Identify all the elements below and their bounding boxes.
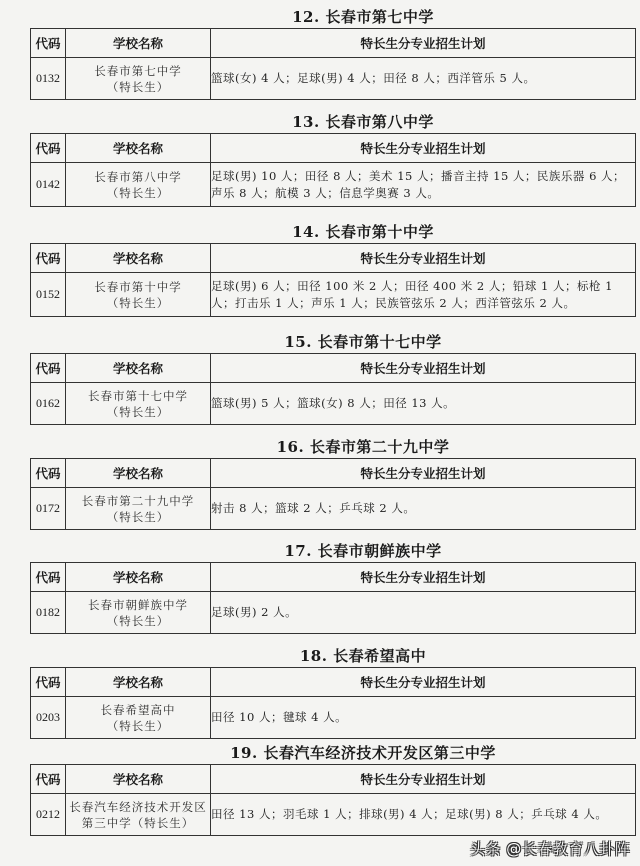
header-code: 代码	[31, 244, 66, 273]
enrollment-plan: 田径 10 人；毽球 4 人。	[211, 697, 636, 739]
section-title: 15. 长春市第十七中学	[284, 333, 442, 351]
school-name-line1: 长春市第十中学	[94, 279, 182, 294]
table-row	[31, 163, 636, 207]
table-header-row	[31, 29, 636, 58]
header-school-name: 学校名称	[66, 668, 211, 697]
school-name-line1: 长春市第十七中学	[88, 388, 188, 403]
school-section	[30, 436, 636, 530]
school-name-line2: 第三中学（特长生）	[81, 815, 195, 830]
enrollment-plan: 足球(男) 2 人。	[211, 592, 636, 634]
table-row	[31, 592, 636, 634]
plan-table	[30, 133, 636, 207]
header-code: 代码	[31, 563, 66, 592]
school-name-line2: （特长生）	[106, 295, 170, 310]
plan-table	[30, 28, 636, 100]
school-section	[30, 645, 636, 739]
school-name-line1: 长春汽车经济技术开发区	[69, 799, 207, 814]
school-name-line1: 长春市第七中学	[94, 63, 182, 78]
enrollment-plan: 篮球(男) 5 人；篮球(女) 8 人；田径 13 人。	[211, 383, 636, 425]
header-plan: 特长生分专业招生计划	[211, 354, 636, 383]
section-title: 19. 长春汽车经济技术开发区第三中学	[230, 744, 496, 762]
plan-table	[30, 667, 636, 739]
table-header-row	[31, 563, 636, 592]
school-code: 0182	[31, 592, 66, 634]
section-title: 12. 长春市第七中学	[292, 8, 434, 26]
header-plan: 特长生分专业招生计划	[211, 563, 636, 592]
school-name	[66, 58, 211, 100]
header-code: 代码	[31, 134, 66, 163]
school-name-line2: （特长生）	[106, 509, 170, 524]
header-code: 代码	[31, 29, 66, 58]
table-row	[31, 273, 636, 317]
school-name-line1: 长春市第二十九中学	[81, 493, 195, 508]
table-header-row	[31, 668, 636, 697]
school-name-line1: 长春希望高中	[100, 702, 176, 717]
watermark: 头条 @长春教育八卦阵	[470, 840, 631, 858]
table-header-row	[31, 765, 636, 794]
header-code: 代码	[31, 765, 66, 794]
school-code: 0203	[31, 697, 66, 739]
enrollment-plan: 篮球(女) 4 人；足球(男) 4 人；田径 8 人；西洋管乐 5 人。	[211, 58, 636, 100]
school-name	[66, 697, 211, 739]
school-code: 0152	[31, 273, 66, 317]
school-code: 0212	[31, 794, 66, 836]
plan-table	[30, 353, 636, 425]
school-name-line2: （特长生）	[106, 613, 170, 628]
header-plan: 特长生分专业招生计划	[211, 29, 636, 58]
plan-table	[30, 458, 636, 530]
table-row	[31, 794, 636, 836]
header-school-name: 学校名称	[66, 563, 211, 592]
table-row	[31, 697, 636, 739]
school-name-line1: 长春市朝鲜族中学	[88, 597, 188, 612]
school-name	[66, 488, 211, 530]
header-code: 代码	[31, 459, 66, 488]
header-plan: 特长生分专业招生计划	[211, 668, 636, 697]
header-plan: 特长生分专业招生计划	[211, 459, 636, 488]
table-header-row	[31, 134, 636, 163]
school-name	[66, 163, 211, 207]
section-title: 16. 长春市第二十九中学	[276, 438, 450, 456]
school-code: 0162	[31, 383, 66, 425]
header-plan: 特长生分专业招生计划	[211, 244, 636, 273]
school-code: 0142	[31, 163, 66, 207]
enrollment-plan: 田径 13 人；羽毛球 1 人；排球(男) 4 人；足球(男) 8 人；乒乓球 4 人。	[211, 794, 636, 836]
header-school-name: 学校名称	[66, 29, 211, 58]
header-school-name: 学校名称	[66, 244, 211, 273]
school-code: 0172	[31, 488, 66, 530]
table-row	[31, 58, 636, 100]
section-title: 13. 长春市第八中学	[292, 113, 434, 131]
school-name-line1: 长春市第八中学	[94, 169, 182, 184]
school-name	[66, 273, 211, 317]
header-code: 代码	[31, 354, 66, 383]
school-name	[66, 592, 211, 634]
school-section	[30, 742, 636, 836]
header-plan: 特长生分专业招生计划	[211, 765, 636, 794]
school-name-line2: （特长生）	[106, 185, 170, 200]
enrollment-plan: 射击 8 人；篮球 2 人；乒乓球 2 人。	[211, 488, 636, 530]
enrollment-plan: 足球(男) 10 人；田径 8 人；美术 15 人；播音主持 15 人；民族乐器 6 人；声乐 8 人；航模 3 人；信息学奥赛 3 人。	[211, 163, 636, 207]
table-header-row	[31, 459, 636, 488]
header-school-name: 学校名称	[66, 765, 211, 794]
school-name-line2: （特长生）	[106, 79, 170, 94]
header-code: 代码	[31, 668, 66, 697]
plan-table	[30, 764, 636, 836]
header-plan: 特长生分专业招生计划	[211, 134, 636, 163]
school-name	[66, 794, 211, 836]
header-school-name: 学校名称	[66, 134, 211, 163]
school-section	[30, 221, 636, 317]
school-name-line2: （特长生）	[106, 404, 170, 419]
enrollment-plan: 足球(男) 6 人；田径 100 米 2 人；田径 400 米 2 人；铅球 1 人；标枪 1 人；打击乐 1 人；声乐 1 人；民族管弦乐 2 人；西洋管弦乐 2 人。	[211, 273, 636, 317]
table-row	[31, 488, 636, 530]
header-school-name: 学校名称	[66, 354, 211, 383]
school-section	[30, 111, 636, 207]
school-code: 0132	[31, 58, 66, 100]
table-row	[31, 383, 636, 425]
header-school-name: 学校名称	[66, 459, 211, 488]
table-header-row	[31, 244, 636, 273]
school-name-line2: （特长生）	[106, 718, 170, 733]
plan-table	[30, 243, 636, 317]
section-title: 17. 长春市朝鲜族中学	[284, 542, 442, 560]
school-section	[30, 6, 636, 100]
school-name	[66, 383, 211, 425]
plan-table	[30, 562, 636, 634]
section-title: 18. 长春希望高中	[299, 647, 427, 665]
school-section	[30, 331, 636, 425]
table-header-row	[31, 354, 636, 383]
school-section	[30, 540, 636, 634]
section-title: 14. 长春市第十中学	[292, 223, 434, 241]
